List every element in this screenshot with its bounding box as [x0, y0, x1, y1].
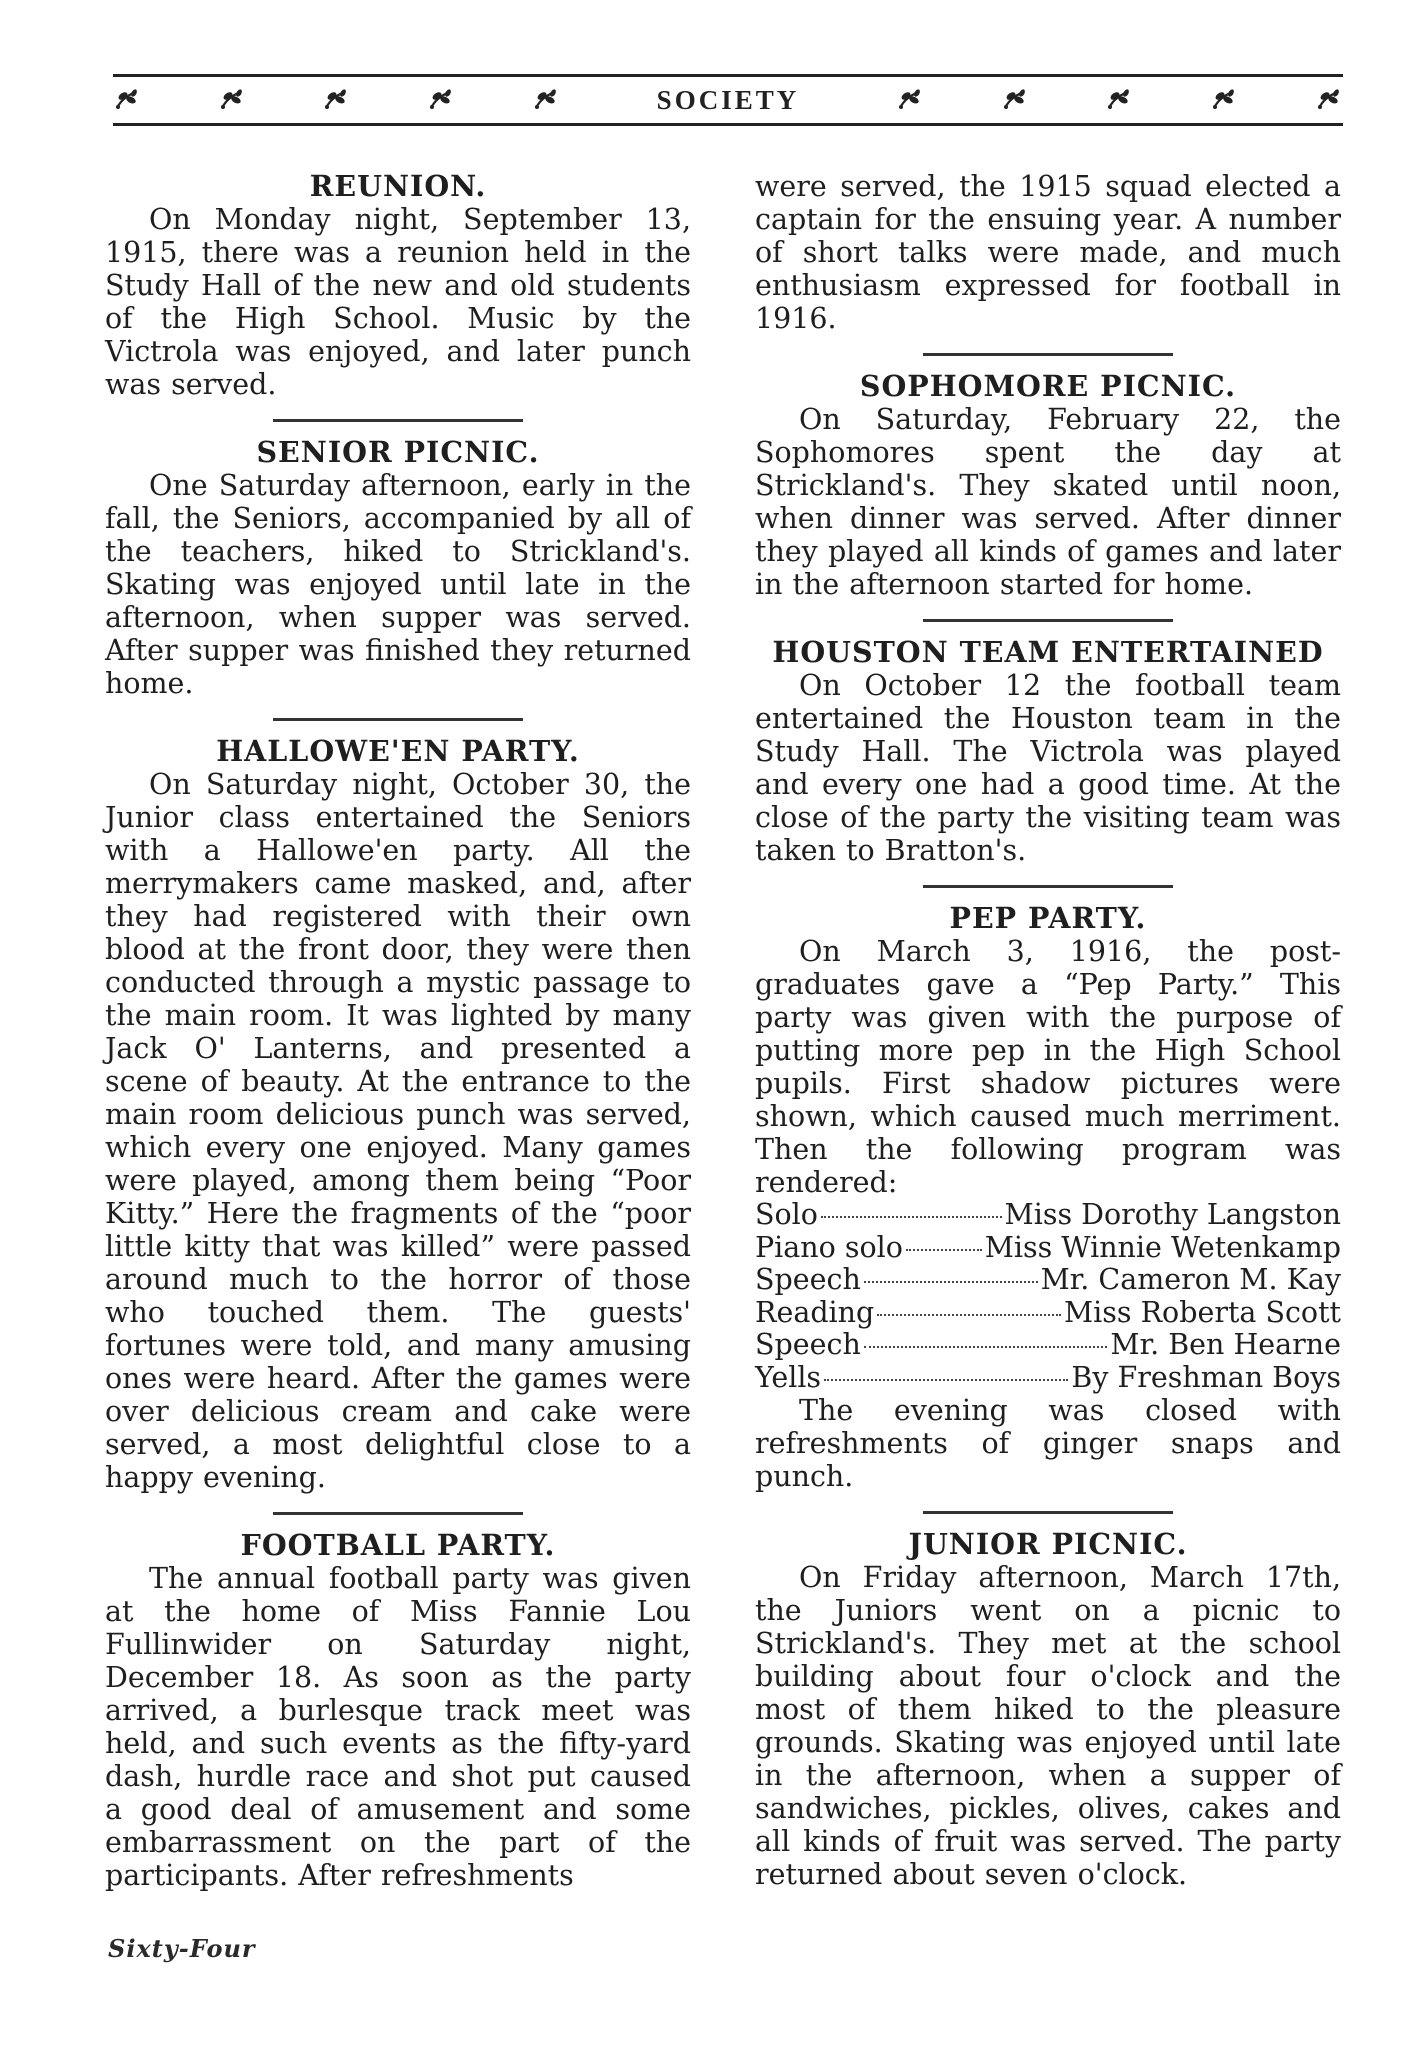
leaf-ornament-icon: [427, 86, 455, 114]
left-column: [105, 170, 691, 1892]
program-act: Piano solo: [755, 1230, 903, 1264]
senior-picnic-heading: SENIOR PICNIC.: [256, 435, 540, 469]
halloween-party-heading: HALLOWE'EN PARTY.: [216, 734, 580, 768]
program-item: [755, 1232, 1341, 1265]
program-performer: By Freshman Boys: [1071, 1360, 1341, 1394]
leader-dots: [824, 1379, 1068, 1381]
leaf-ornament-icon: [896, 86, 924, 114]
reunion-text: On Monday night, September 13, 1915, there was a reunion held in the Study Hall of the new and old students of the High School. Music by the Victrola was enjoyed, and later punch was served.: [105, 203, 691, 401]
houston-team-text: On October 12 the football team entertained the Houston team in the Study Hall. The Victrola was played and every one had a good time. At the close of the party the visiting team was taken to Bratton's.: [755, 669, 1341, 867]
senior-picnic-text: One Saturday afternoon, early in the fall, the Seniors, accompanied by all of the teachers, hiked to Strickland's. Skating was enjoyed until late in the afternoon, when supper was served. After supper was finished they returned home.: [105, 469, 691, 700]
program-item: [755, 1264, 1341, 1297]
section-title: SOCIETY: [656, 84, 800, 115]
program-performer: Miss Dorothy Langston: [1004, 1198, 1341, 1231]
football-party-heading: FOOTBALL PARTY.: [240, 1528, 556, 1562]
program-performer: Mr. Cameron M. Kay: [1040, 1263, 1341, 1296]
program-performer: Miss Roberta Scott: [1063, 1295, 1341, 1329]
program-item: [755, 1362, 1341, 1395]
program-item: [755, 1199, 1341, 1232]
leaf-ornament-icon: [113, 86, 141, 114]
leader-dots: [877, 1314, 1061, 1316]
leaf-ornament-icon: [322, 86, 350, 114]
pep-party-heading: PEP PARTY.: [949, 901, 1147, 935]
leaf-ornament-icon: [1105, 86, 1133, 114]
sophomore-picnic-text: On Saturday, February 22, the Sophomores spent the day at Strickland's. They skated until noon, when dinner was served. After dinner they played all kinds of games and later in the afternoon started for home.: [755, 403, 1341, 601]
leader-dots: [906, 1249, 982, 1251]
section-divider: [923, 619, 1173, 622]
page-number-label: Sixty-Four: [108, 1934, 256, 1963]
program-act: Yells: [755, 1360, 822, 1394]
football-party-continued-text: were served, the 1915 squad elected a captain for the ensuing year. A number of short talks were made, and much enthusiasm expressed for football in 1916.: [755, 170, 1341, 335]
program-act: Speech: [755, 1328, 861, 1361]
houston-team-heading: HOUSTON TEAM ENTERTAINED: [772, 635, 1324, 669]
reunion-heading: REUNION.: [309, 169, 487, 203]
program-item: [755, 1329, 1341, 1362]
program-item: [755, 1297, 1341, 1330]
right-column: [755, 170, 1341, 1891]
halloween-party-text: On Saturday night, October 30, the Junior class entertained the Seniors with a Hallowe'en party. All the merrymakers came masked, and, after they had registered with their own blood at the front door, they were then conducted through a mystic passage to the main room. It was lighted by many Jack O' Lanterns, and presented a scene of beauty. At the entrance to the main room delicious punch was served, which every one enjoyed. Many games were played, among them being “Poor Kitty.” Here the fragments of the “poor little kitty that was killed” were passed around much to the horror of those who touched them. The guests' fortunes were told, and many amusing ones were heard. After the games were over delicious cream and cake were served, a most delightful close to a happy evening.: [105, 768, 691, 1494]
football-party-text: The annual football party was given at the home of Miss Fannie Lou Fullinwider on Saturday night, December 18. As soon as the party arrived, a burlesque track meet was held, and such events as the fifty-yard dash, hurdle race and shot put caused a good deal of amusement and some embarrassment on the part of the participants. After refreshments: [105, 1562, 691, 1892]
section-divider: [273, 419, 523, 422]
program-list: [755, 1199, 1341, 1394]
pep-party-text: On March 3, 1916, the post-graduates gave a “Pep Party.” This party was given with the purpose of putting more pep in the High School pupils. First shadow pictures were shown, which caused much merriment. Then the following program was rendered:: [755, 935, 1341, 1199]
leaf-ornament-icon: [532, 86, 560, 114]
leaf-ornament-icon: [1315, 86, 1343, 114]
pep-party-closing-text: The evening was closed with refreshments of ginger snaps and punch.: [755, 1394, 1341, 1493]
section-divider: [923, 885, 1173, 888]
junior-picnic-heading: JUNIOR PICNIC.: [908, 1527, 1188, 1561]
program-act: Reading: [755, 1295, 875, 1329]
leaf-ornament-icon: [1210, 86, 1238, 114]
program-performer: Mr. Ben Hearne: [1110, 1328, 1341, 1361]
leaf-ornament-icon: [218, 86, 246, 114]
leaf-ornament-icon: [1001, 86, 1029, 114]
section-divider: [923, 353, 1173, 356]
program-act: Speech: [755, 1263, 861, 1296]
section-divider: [273, 1512, 523, 1515]
program-act: Solo: [755, 1198, 818, 1231]
section-header: [113, 74, 1343, 126]
section-divider: [273, 718, 523, 721]
leader-dots: [864, 1346, 1108, 1348]
leader-dots: [864, 1281, 1038, 1283]
leader-dots: [821, 1216, 1002, 1218]
program-performer: Miss Winnie Wetenkamp: [984, 1230, 1341, 1264]
header-rule-bottom: [113, 123, 1343, 126]
sophomore-picnic-heading: SOPHOMORE PICNIC.: [859, 369, 1237, 403]
junior-picnic-text: On Friday afternoon, March 17th, the Juniors went on a picnic to Strickland's. They met at the school building about four o'clock and the most of them hiked to the pleasure grounds. Skating was enjoyed until late in the afternoon, when a supper of sandwiches, pickles, olives, cakes and all kinds of fruit was served. The party returned about seven o'clock.: [755, 1561, 1341, 1891]
section-divider: [923, 1511, 1173, 1514]
